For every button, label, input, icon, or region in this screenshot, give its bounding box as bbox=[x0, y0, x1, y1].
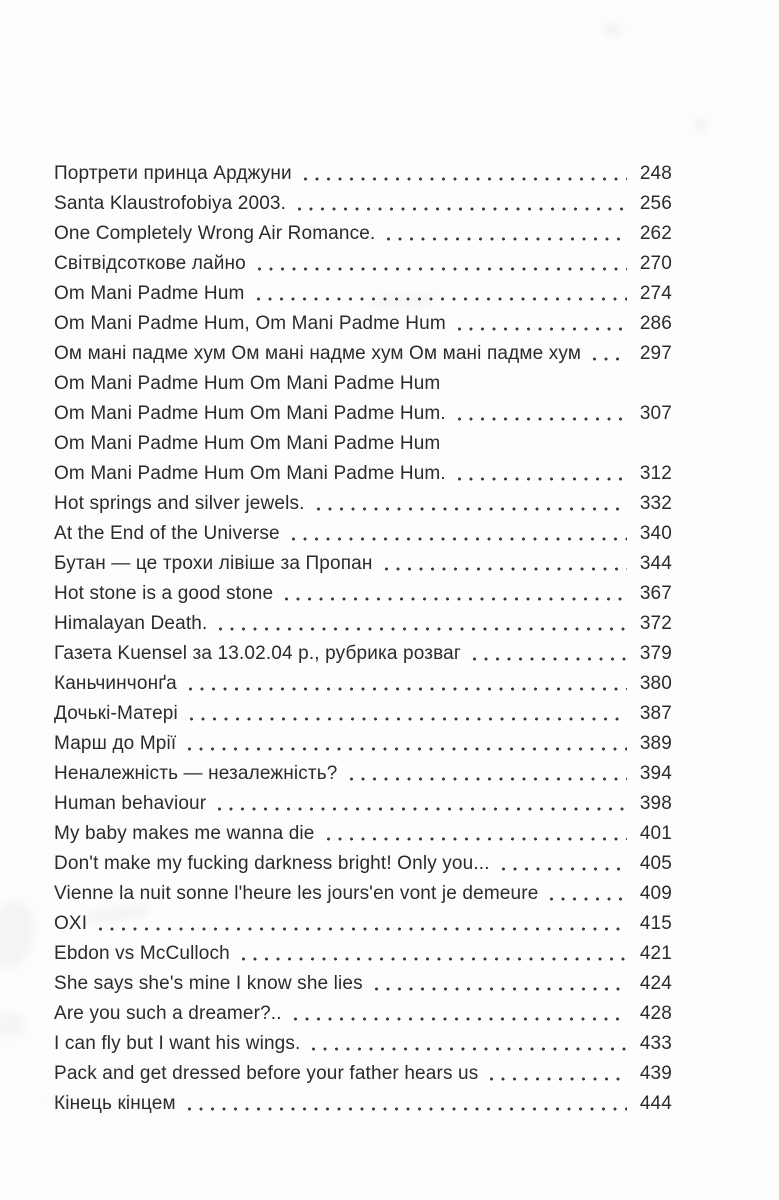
toc-entry-title: One Completely Wrong Air Romance. bbox=[54, 223, 376, 244]
toc-entry-page-number: 424 bbox=[639, 973, 672, 994]
toc-entry-title: OXI bbox=[54, 913, 88, 934]
dot-leader bbox=[454, 459, 627, 489]
toc-entry bbox=[54, 819, 672, 849]
toc-entry-page-number: 340 bbox=[639, 523, 672, 544]
dot-leader bbox=[448, 369, 627, 399]
toc-entry-title: Santa Klaustrofobiya 2003. bbox=[54, 193, 287, 214]
dot-leader bbox=[383, 219, 627, 249]
toc-entry bbox=[54, 729, 672, 759]
toc-entry bbox=[54, 759, 672, 789]
toc-entry bbox=[54, 969, 672, 999]
toc-entry-title: Om Mani Padme Hum, Om Mani Padme Hum bbox=[54, 313, 446, 334]
scan-smudge bbox=[696, 120, 705, 129]
toc-entry-page-number: 312 bbox=[639, 463, 672, 484]
toc-entry-page-number: 409 bbox=[639, 883, 672, 904]
toc-entry-title: Om Mani Padme Hum Om Mani Padme Hum bbox=[54, 433, 441, 454]
toc-entry-title: At the End of the Universe bbox=[54, 523, 280, 544]
toc-entry-title: Om Mani Padme Hum bbox=[54, 283, 245, 304]
toc-entry-page-number: 428 bbox=[639, 1003, 672, 1024]
toc-list bbox=[0, 159, 779, 1119]
toc-entry-page-number: 286 bbox=[639, 313, 672, 334]
toc-entry bbox=[54, 339, 672, 369]
toc-entry bbox=[54, 939, 672, 969]
toc-entry bbox=[54, 579, 672, 609]
toc-entry bbox=[54, 549, 672, 579]
toc-entry-title: Ebdon vs McCulloch bbox=[54, 943, 230, 964]
toc-entry-page-number: 415 bbox=[639, 913, 672, 934]
toc-entry-page-number: 256 bbox=[639, 193, 672, 214]
toc-entry-page-number: 389 bbox=[639, 733, 672, 754]
toc-entry-title: My baby makes me wanna die bbox=[54, 823, 315, 844]
dot-leader bbox=[498, 849, 627, 879]
dot-leader bbox=[448, 429, 627, 459]
toc-entry-title: Are you such a dreamer?.. bbox=[54, 1003, 282, 1024]
toc-entry-page-number: 372 bbox=[639, 613, 672, 634]
toc-entry-title: She says she's mine I know she lies bbox=[54, 973, 363, 994]
toc-entry bbox=[54, 489, 672, 519]
toc-entry bbox=[54, 669, 672, 699]
toc-entry bbox=[54, 909, 672, 939]
dot-leader bbox=[454, 399, 627, 429]
toc-entry-page-number: 401 bbox=[639, 823, 672, 844]
toc-entry bbox=[54, 429, 672, 459]
toc-entry-page-number: 439 bbox=[639, 1063, 672, 1084]
toc-entry-title: Om Mani Padme Hum Om Mani Padme Hum. bbox=[54, 463, 446, 484]
toc-entry-page-number: 387 bbox=[639, 703, 672, 724]
toc-entry-title: Світвідсоткове лайно bbox=[54, 253, 246, 274]
toc-entry-title: Газета Kuensel за 13.02.04 р., рубрика розваг bbox=[54, 643, 461, 664]
toc-entry bbox=[54, 789, 672, 819]
toc-entry bbox=[54, 639, 672, 669]
dot-leader bbox=[253, 279, 628, 309]
toc-entry-page-number: 367 bbox=[639, 583, 672, 604]
toc-entry bbox=[54, 1029, 672, 1059]
dot-leader bbox=[313, 489, 627, 519]
toc-entry bbox=[54, 189, 672, 219]
dot-leader bbox=[381, 549, 627, 579]
toc-entry-title: Hot stone is a good stone bbox=[54, 583, 274, 604]
toc-entry bbox=[54, 519, 672, 549]
dot-leader bbox=[294, 189, 627, 219]
toc-entry-page-number: 394 bbox=[639, 763, 672, 784]
toc-entry bbox=[54, 459, 672, 489]
dot-leader bbox=[589, 339, 627, 369]
toc-entry-title: Портрети принца Арджуни bbox=[54, 163, 292, 184]
toc-entry-title: Каньчинчонґа bbox=[54, 673, 177, 694]
toc-entry-title: Марш до Мрії bbox=[54, 733, 177, 754]
dot-leader bbox=[288, 519, 627, 549]
toc-entry-page-number: 307 bbox=[639, 403, 672, 424]
dot-leader bbox=[346, 759, 627, 789]
dot-leader bbox=[371, 969, 627, 999]
toc-entry-page-number: 270 bbox=[639, 253, 672, 274]
toc-entry bbox=[54, 279, 672, 309]
toc-entry-page-number: 405 bbox=[639, 853, 672, 874]
dot-leader bbox=[184, 1089, 627, 1119]
toc-entry-page-number: 262 bbox=[639, 223, 672, 244]
dot-leader bbox=[95, 909, 627, 939]
toc-entry-page-number: 433 bbox=[639, 1033, 672, 1054]
dot-leader bbox=[184, 729, 627, 759]
dot-leader bbox=[186, 699, 627, 729]
toc-entry-page-number: 398 bbox=[639, 793, 672, 814]
toc-entry-title: I can fly but I want his wings. bbox=[54, 1033, 301, 1054]
toc-entry-title: Don't make my fucking darkness bright! Only you... bbox=[54, 853, 490, 874]
toc-entry-page-number: 444 bbox=[639, 1093, 672, 1114]
toc-entry-title: Om Mani Padme Hum Om Mani Padme Hum bbox=[54, 373, 441, 394]
dot-leader bbox=[238, 939, 627, 969]
dot-leader bbox=[281, 579, 627, 609]
toc-entry-page-number: 332 bbox=[639, 493, 672, 514]
dot-leader bbox=[290, 999, 627, 1029]
toc-entry-page-number: 248 bbox=[639, 163, 672, 184]
toc-entry-page-number: 297 bbox=[639, 343, 672, 364]
toc-entry bbox=[54, 1059, 672, 1089]
toc-entry-page-number: 274 bbox=[639, 283, 672, 304]
toc-entry-page-number: 344 bbox=[639, 553, 672, 574]
toc-entry-title: Human behaviour bbox=[54, 793, 207, 814]
dot-leader bbox=[308, 1029, 627, 1059]
toc-entry bbox=[54, 309, 672, 339]
toc-entry-page-number bbox=[636, 429, 672, 459]
dot-leader bbox=[454, 309, 627, 339]
toc-entry bbox=[54, 609, 672, 639]
toc-entry bbox=[54, 159, 672, 189]
scan-smudge bbox=[604, 26, 622, 34]
toc-entry bbox=[54, 1089, 672, 1119]
dot-leader bbox=[215, 609, 627, 639]
toc-entry-page-number bbox=[636, 369, 672, 399]
toc-entry bbox=[54, 699, 672, 729]
dot-leader bbox=[300, 159, 627, 189]
toc-entry bbox=[54, 249, 672, 279]
toc-entry-title: Ом мані падме хум Ом мані надме хум Ом мані падме хум bbox=[54, 343, 582, 364]
dot-leader bbox=[254, 249, 627, 279]
toc-entry-page-number: 380 bbox=[639, 673, 672, 694]
dot-leader bbox=[323, 819, 627, 849]
toc-entry-page-number: 379 bbox=[639, 643, 672, 664]
toc-entry bbox=[54, 849, 672, 879]
toc-entry-title: Om Mani Padme Hum Om Mani Padme Hum. bbox=[54, 403, 446, 424]
toc-entry-title: Кінець кінцем bbox=[54, 1093, 176, 1114]
toc-entry bbox=[54, 879, 672, 909]
toc-entry-title: Himalayan Death. bbox=[54, 613, 208, 634]
dot-leader bbox=[469, 639, 627, 669]
toc-entry-title: Pack and get dressed before your father hears us bbox=[54, 1063, 479, 1084]
toc-entry-title: Дочькі-Матері bbox=[54, 703, 178, 724]
toc-entry-title: Hot springs and silver jewels. bbox=[54, 493, 305, 514]
toc-entry-title: Vienne la nuit sonne l'heure les jours'en vont je demeure bbox=[54, 883, 539, 904]
dot-leader bbox=[486, 1059, 627, 1089]
dot-leader bbox=[546, 879, 627, 909]
toc-entry-page-number: 421 bbox=[639, 943, 672, 964]
toc-entry bbox=[54, 219, 672, 249]
toc-entry bbox=[54, 399, 672, 429]
toc-entry-title: Бутан — це трохи лівіше за Пропан bbox=[54, 553, 373, 574]
toc-entry-title: Неналежність — незалежність? bbox=[54, 763, 338, 784]
dot-leader bbox=[214, 789, 627, 819]
dot-leader bbox=[185, 669, 627, 699]
toc-entry bbox=[54, 369, 672, 399]
toc-entry bbox=[54, 999, 672, 1029]
